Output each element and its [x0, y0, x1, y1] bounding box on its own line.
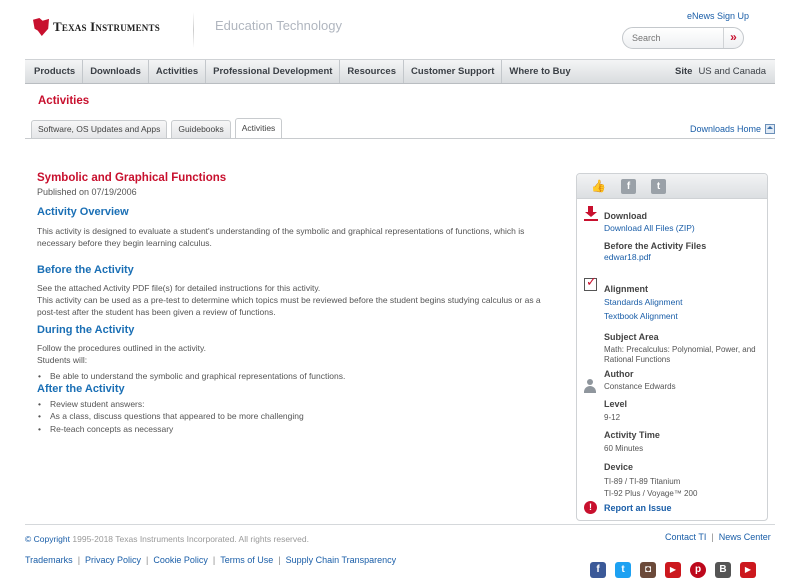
- published-date: Published on 07/19/2006: [37, 187, 137, 197]
- texas-logo-icon: [33, 18, 49, 36]
- search-box: [622, 27, 744, 49]
- download-section: [604, 211, 706, 264]
- footer-divider: [25, 524, 775, 525]
- activity-title: Symbolic and Graphical Functions: [37, 172, 227, 184]
- download-icon: [584, 206, 598, 220]
- download-icon-base: [584, 219, 598, 221]
- separator: |: [278, 555, 281, 565]
- subject-value: Math: Precalculus: Polynomial, Power, and Rational Functions: [604, 345, 756, 364]
- overview-text: This activity is designed to evaluate a student's understanding of the symbolic and graphical representations of functions, which is necessary before they begin learning calculus.: [37, 226, 525, 248]
- textbook-alignment-link[interactable]: Textbook Alignment: [604, 311, 678, 321]
- subject-heading: Subject Area: [604, 332, 659, 342]
- header-subtitle: Education Technology: [215, 18, 342, 33]
- cookie-policy-link[interactable]: Cookie Policy: [153, 555, 208, 565]
- copyright-symbol: © Copyright: [25, 534, 71, 544]
- separator: |: [212, 555, 216, 565]
- nav-where-to-buy[interactable]: Where to Buy: [509, 66, 571, 77]
- standards-alignment-link[interactable]: Standards Alignment: [604, 297, 683, 307]
- activity-content: [37, 172, 547, 435]
- checklist-icon: [584, 278, 597, 291]
- header-divider: [193, 12, 194, 48]
- facebook-icon[interactable]: f: [621, 179, 636, 194]
- enews-signup-link[interactable]: eNews Sign Up: [687, 11, 750, 21]
- activity-time-value: 60 Minutes: [604, 444, 644, 453]
- report-issue-link[interactable]: Report an Issue: [604, 503, 672, 513]
- copyright: [25, 534, 309, 544]
- downloads-home-label: Downloads Home: [690, 124, 762, 134]
- contact-ti-link[interactable]: Contact TI: [665, 532, 707, 542]
- page-title: Activities: [38, 95, 90, 107]
- author-value: Constance Edwards: [604, 382, 676, 391]
- activity-sidebar: [576, 173, 768, 521]
- details-section: [604, 332, 766, 500]
- like-icon[interactable]: 👍: [591, 178, 606, 193]
- download-heading: Download: [604, 211, 647, 221]
- list-item: • Review student answers:: [37, 398, 547, 411]
- tab-bar: [31, 120, 282, 138]
- level-heading: Level: [604, 398, 628, 409]
- supply-chain-link[interactable]: Supply Chain Transparency: [285, 555, 397, 565]
- after-list: [37, 398, 547, 436]
- main-nav: [25, 59, 775, 84]
- nav-products[interactable]: Products: [25, 60, 83, 83]
- alignment-heading: Alignment: [604, 284, 648, 294]
- privacy-policy-link[interactable]: Privacy Policy: [85, 555, 142, 565]
- nav-customer-support[interactable]: Customer Support: [404, 60, 502, 83]
- activity-time-heading: Activity Time: [604, 430, 660, 440]
- alert-icon: !: [584, 501, 597, 514]
- after-heading: After the Activity: [37, 382, 125, 395]
- nav-professional-development[interactable]: Professional Development: [206, 60, 340, 83]
- footer-links: [25, 555, 396, 565]
- overview-heading: Activity Overview: [37, 206, 129, 218]
- terms-of-use-link[interactable]: Terms of Use: [220, 555, 274, 565]
- separator: |: [146, 555, 149, 565]
- author-icon: [584, 379, 596, 393]
- nav-activities[interactable]: Activities: [149, 60, 206, 83]
- social-links: [590, 562, 756, 578]
- device-value: TI-89 / TI-89 Titanium: [604, 476, 681, 486]
- site-header: [0, 0, 800, 58]
- logo-text: Texas Instruments: [53, 19, 160, 34]
- device-heading: Device: [604, 461, 634, 472]
- twitter-icon[interactable]: t: [651, 179, 666, 194]
- list-item: • Re-teach concepts as necessary: [37, 423, 547, 436]
- site-selector[interactable]: [675, 60, 766, 83]
- during-heading: During the Activity: [37, 324, 135, 336]
- ti-logo[interactable]: [33, 18, 160, 36]
- pinterest-icon[interactable]: p: [690, 562, 706, 578]
- search-submit-button[interactable]: »: [723, 28, 743, 48]
- site-label: Site: [675, 66, 693, 77]
- search-input[interactable]: [623, 28, 723, 48]
- home-icon: [765, 124, 775, 134]
- nav-resources[interactable]: Resources: [340, 60, 404, 83]
- separator: |: [711, 532, 714, 542]
- during-text-1: Follow the procedures outlined in the activity.: [37, 343, 206, 353]
- news-center-link[interactable]: News Center: [718, 532, 771, 542]
- level-value: 9-12: [604, 412, 621, 422]
- list-item: • Be able to understand the symbolic and graphical representations of functions.: [37, 370, 547, 383]
- alignment-section: [604, 284, 682, 323]
- youtube-icon[interactable]: ▶: [665, 562, 681, 578]
- tab-guidebooks[interactable]: Guidebooks: [171, 120, 230, 138]
- trademarks-link[interactable]: Trademarks: [25, 555, 73, 565]
- tab-divider: [25, 138, 775, 139]
- footer-right-links: [665, 532, 771, 542]
- instagram-icon[interactable]: ◘: [640, 562, 656, 578]
- before-files-heading: Before the Activity Files: [604, 241, 707, 251]
- facebook-icon[interactable]: f: [590, 562, 606, 578]
- pdf-file-link[interactable]: edwar18.pdf: [604, 252, 651, 262]
- during-list: [37, 370, 547, 383]
- before-text-2: This activity can be used as a pre-test to determine which topics must be reviewed before the student begins studying calculus or as a post-test after the student has been given a review of functions.: [37, 295, 541, 317]
- download-all-link[interactable]: Download All Files (ZIP): [604, 223, 695, 233]
- before-text-1: See the attached Activity PDF file(s) for detailed instructions for this activity.: [37, 283, 321, 293]
- author-heading: Author: [604, 369, 634, 379]
- separator: |: [77, 555, 81, 565]
- nav-downloads[interactable]: Downloads: [83, 60, 149, 83]
- tab-software-os-updates[interactable]: Software, OS Updates and Apps: [31, 120, 167, 138]
- during-text-2: Students will:: [37, 355, 88, 365]
- twitter-icon[interactable]: t: [615, 562, 631, 578]
- device-value: TI-92 Plus / Voyage™ 200: [604, 488, 698, 498]
- downloads-home-link[interactable]: [690, 124, 775, 134]
- youtube-tv-icon[interactable]: ▶: [740, 562, 756, 578]
- before-heading: Before the Activity: [37, 264, 134, 276]
- tab-activities[interactable]: Activities: [235, 118, 283, 138]
- blog-icon[interactable]: B: [715, 562, 731, 578]
- share-bar: [577, 174, 767, 199]
- site-value: US and Canada: [698, 66, 767, 77]
- copyright-text: 1995-2018 Texas Instruments Incorporated. All rights reserved.: [72, 534, 309, 544]
- list-item: • As a class, discuss questions that appeared to be more challenging: [37, 410, 547, 423]
